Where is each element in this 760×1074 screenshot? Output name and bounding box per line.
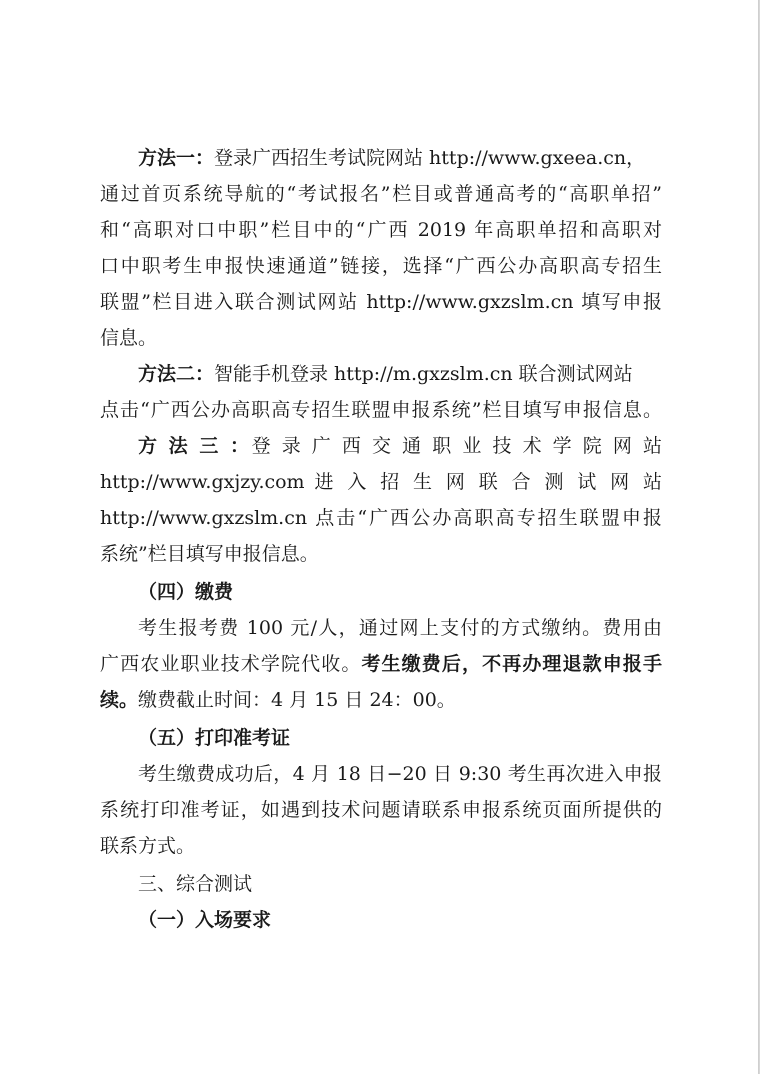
method3-line-3: http://www.gxzslm.cn 点击“广西公办高职高专招生联盟申报 (100, 507, 662, 529)
method1-line-1: 方法一：登录广西招生考试院网站 http://www.gxeea.cn， (138, 147, 646, 169)
section5-line-1: 考生缴费成功后，4 月 18 日−20 日 9:30 考生再次进入申报 (138, 763, 662, 785)
section5-heading: （五）打印准考证 (138, 727, 291, 749)
method3-line-4: 系统”栏目填写申报信息。 (100, 543, 319, 565)
method1-line-3: 和“高职对口中职”栏目中的“广西 2019 年高职单招和高职对 (100, 219, 662, 241)
document-body (100, 140, 662, 938)
section5-line-2: 系统打印准考证，如遇到技术问题请联系申报系统页面所提供的 (100, 799, 662, 821)
method2-line-1: 方法二：智能手机登录 http://m.gxzslm.cn 联合测试网站 (138, 363, 633, 385)
method1-line-5: 联盟”栏目进入联合测试网站 http://www.gxzslm.cn 填写申报 (100, 291, 662, 313)
method1-line-2: 通过首页系统导航的“考试报名”栏目或普通高考的“高职单招” (100, 183, 662, 205)
section4-line-2: 广西农业职业技术学院代收。考生缴费后，不再办理退款申报手 (100, 653, 662, 675)
method1-line-6: 信息。 (100, 327, 158, 349)
section4-line-1: 考生报考费 100 元/人，通过网上支付的方式缴纳。费用由 (138, 617, 662, 639)
section4-line-3: 续。缴费截止时间：4 月 15 日 24：00。 (100, 689, 456, 711)
method1-label: 方法一： (138, 147, 215, 169)
page-edge (758, 0, 759, 1074)
method1-line-4: 口中职考生申报快速通道”链接，选择“广西公办高职高专招生 (100, 255, 662, 277)
method3-label: 方 法 三 ： (138, 435, 252, 457)
method2-line-2: 点击“广西公办高职高专招生联盟申报系统”栏目填写申报信息。 (100, 399, 662, 421)
part3-heading: 三、综合测试 (138, 873, 253, 895)
refund-notice: 考生缴费后，不再办理退款申报手 (361, 653, 662, 675)
section5-line-3: 联系方式。 (100, 835, 196, 857)
method3-line-1: 方 法 三 ：登 录 广 西 交 通 职 业 技 术 学 院 网 站 (138, 435, 662, 457)
payment-deadline: 缴费截止时间：4 月 15 日 24：00。 (138, 689, 456, 711)
section4-heading: （四）缴费 (138, 581, 234, 603)
part3-sub-heading: （一）入场要求 (138, 909, 272, 931)
method3-line-2: http://www.gxjzy.com 进 入 招 生 网 联 合 测 试 网 站 (100, 471, 662, 493)
method2-label: 方法二： (138, 363, 215, 385)
